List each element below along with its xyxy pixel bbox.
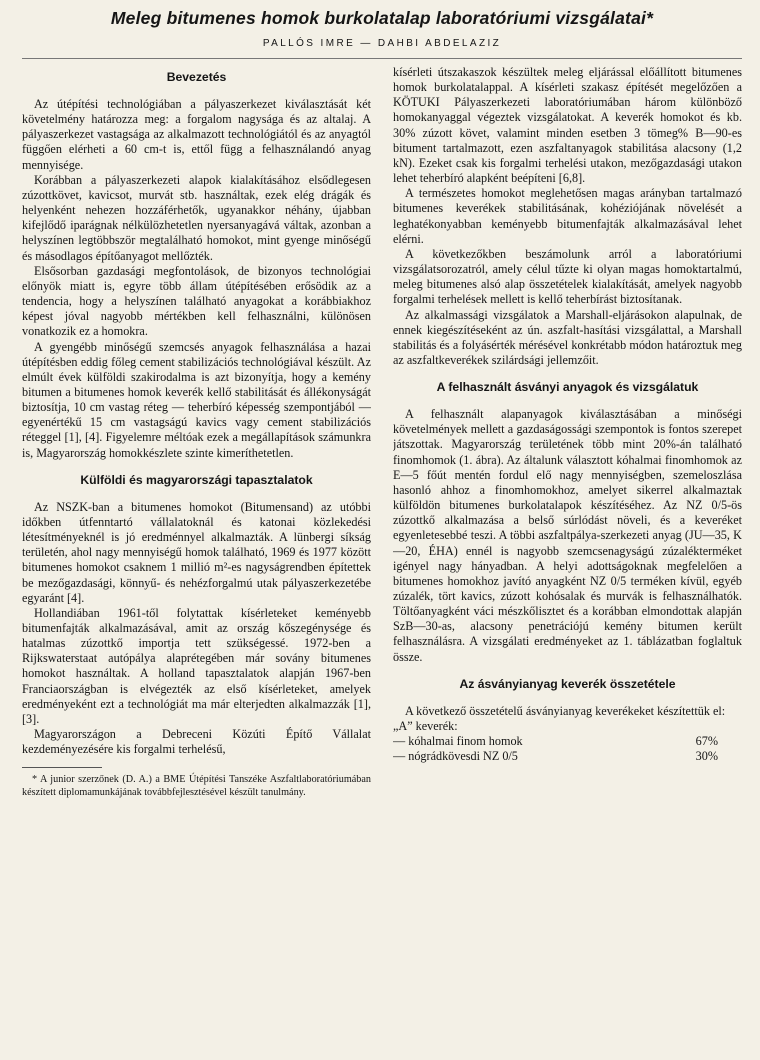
right-column: [393, 65, 742, 799]
article-body: [22, 65, 742, 799]
section-heading-materials: A felhasznált ásványi anyagok és vizsgálatuk: [436, 380, 699, 395]
mix-item-name: — kóhalmai finom homok: [393, 734, 523, 749]
paragraph: A természetes homokot meglehetősen magas arányban tartalmazó bitumenes keverékek stabilitásának, kohéziójának növelését a leghatékonyabban keményebb bitumenfajták alkalmazásával lehet elérni.: [393, 186, 742, 246]
paragraph: kísérleti útszakaszok készültek meleg eljárással előállított bitumenes homok burkolatalappal. A kísérleti szakasz építését megelőzően a KÖTUKI Pályaszerkezeti laboratóriumában három különböző homokanyaggal végeztek vizsgálatokat. A keverék homokot és kb. 30% zúzott követ, valamint minden esetben 3 tömeg% B—90-es bitument tartalmazott, ezen aszfaltanyagok stabilitása alacsony (1,2 kN). Ezeket csak kis forgalmi terhelési utakon, mezőgazdasági utakon lehet teherbíró alapként beépíteni [6,8].: [393, 65, 742, 186]
footnote: * A junior szerzőnek (D. A.) a BME Útépítési Tanszéke Aszfaltlaboratóriumában készített diplomamunkájának továbbfejlesztésével készült tanulmány.: [22, 774, 371, 798]
paragraph: Magyarországon a Debreceni Közúti Építő Vállalat kezdeményezésére kis forgalmi terhelésű,: [22, 727, 371, 757]
footnote-divider: [22, 767, 102, 768]
paragraph: Az alkalmassági vizsgálatok a Marshall-eljárásokon alapulnak, de ennek kiegészítéseként az ún. aszfalt-hasítási vizsgálattal, a Marshall stabilitás és a folyásérték mérésével konkrétabb módon határoztuk meg az aszfaltkeverékek szilárdsági jellemzőit.: [393, 307, 742, 367]
article-title: Meleg bitumenes homok burkolatalap laboratóriumi vizsgálatai*: [110, 8, 654, 28]
mix-item: [393, 749, 742, 764]
paragraph: Elsősorban gazdasági megfontolások, de bizonyos technológiai előnyök miatt is, egyre több állam útépítésében erősödik az a tendencia, hogy a helyszínen található anyagokat a korábbiakhoz képest jóval nagyobb mértékben kell felhasználni, különösen vonatkozik ez a homokra.: [22, 263, 371, 339]
header-divider: [22, 58, 742, 59]
paragraph: Az útépítési technológiában a pályaszerkezet kiválasztását két követelmény határozza meg: a forgalom nagysága és az altalaj. A pályaszerkezet vastagsága az alkalmazott technológiától és az anyagtól függően elérheti a 60 cm-t is, ettől függ a felhasználandó anyag mennyisége.: [22, 97, 371, 172]
section-heading-mix-composition: Az ásványianyag keverék összetétele: [459, 676, 676, 691]
paragraph: A gyengébb minőségű szemcsés anyagok felhasználása a hazai útépítésben eddig főleg cement stabilizációs technológiával készült. Az elmúlt évek külföldi szakirodalma is azt bizonyítja, hogy a kemény bitumen a bitumenes homok keverék kellő stabilitását és állékonyságát biztosítja, 10 cm vastag réteg — teherbíró képesség szempontjából — egyenértékű 15 cm vastagságú kavics vagy cement stabilizációs réteggel [1], [4]. Figyelemre méltóak ezek a megállapítások számunkra is, Magyarország homokkészlete szinte kimeríthetetlen.: [22, 339, 371, 460]
mix-item: [393, 734, 742, 749]
section-heading-introduction: Bevezetés: [166, 70, 227, 84]
paragraph: A következőkben beszámolunk arról a laboratóriumi vizsgálatsorozatról, amely célul tűzte ki olyan magas homoktartalmú, meleg bitumenes alsó alap összetételek kialakítását, amelyek nagyobb forgalmi terhelések mellett is kellő teherbírást biztosítanak.: [393, 246, 742, 307]
mix-label: „A” keverék:: [393, 718, 458, 733]
mix-item-value: 30%: [695, 749, 718, 764]
paragraph: Hollandiában 1961-től folytattak kísérleteket keményebb bitumenfajták alkalmazásával, amit az ország kőszegénysége és hatalmas zúzottkő importja tett szükségessé. 1972-ben a Rijkswaterstaat autópálya alaprétegében már sovány bitumenes homokot használtak. A holland tapasztalatok alapján 1967-ben Franciaországban is elvégezték az első kísérleteket, amelyek eredményeként ezt a technológiát ma már elterjedten alkalmazzák [1], [3].: [22, 605, 371, 726]
paragraph: Az NSZK-ban a bitumenes homokot (Bitumensand) az utóbbi időkben útfenntartó vállalatoknál és katonai közlekedési létesítményeknél is jó eredménnyel alkalmazták. A lünbergi síkság területén, ahol nagy mennyiségű homok található, 1969 és 1977 között bitumenes homokot csaknem 1 millió m²-es nagyságrendben építettek be mezőgazdasági, könnyű- és nehézforgalmú utak pályaszerkezetébe egyaránt [4].: [22, 499, 371, 605]
paragraph: Korábban a pályaszerkezeti alapok kialakításához elsődlegesen zúzottkövet, kavicsot, murvát stb. használtak, ezek elég drágák és helyenként nehezen hozzáférhetők, ugyanakkor néhány, újabban kifejlődő iparágnak nélkülözhetetlen nyersanyagává váltak, azonban a helyszínen legtöbbször megtalálható homokot, mint gyenge minőségű és másodlagos építőanyagot mellőzték.: [22, 172, 371, 263]
article-authors: PALLÓS IMRE — DAHBI ABDELAZIZ: [262, 38, 502, 49]
mix-item-value: 67%: [695, 734, 718, 749]
section-heading-experiences: Külföldi és magyarországi tapasztalatok: [80, 472, 313, 487]
left-column: [22, 65, 371, 799]
paragraph: A következő összetételű ásványianyag keverékeket készítettük el:: [405, 703, 726, 718]
mix-item-name: — nógrádkövesdi NZ 0/5: [393, 749, 518, 764]
paragraph: A felhasznált alapanyagok kiválasztásában a minőségi követelmények mellett a gazdaságossági szempontok is fontos szerepet játszottak. Magyarország területének több mint 20%-án található finomhomok (1. ábra). Az általunk választott kóhalmai finomhomok az E—5 főút mentén fordul elő nagy mennyiségben, szemeloszlása hasonló ahhoz a finomhomokhoz, amelyet sikerrel alkalmaztak külföldön bitumenes burkolatalapok készítéséhez. Az NZ 0/5-ös zúzottkő alkalmazása a belső súrlódást növeli, és a keveréket egyenletesebbé teszi. A többi aszfaltpálya-szerkezeti anyag (JU—35, K—20, ÉHA) ennél is nagyobb szemcsenagyságú zúzalékterméket igényel nagy hányadban. A helyi adottságoknak megfelelően a bitumenes homokhoz javító anyagként NZ 0/5 terméken kívül, egyéb zúzalék, tört kavics, zúzott kohósalak és murvák is felhasználhatók. Töltőanyagként váci mészkőlisztet és a korábban elmondottak alapján SzB—30-as, alacsony penetrációjú kemény bitumen került felhasználásra. A vizsgálati eredményeket az 1. táblázatban foglaltuk össze.: [393, 407, 742, 664]
